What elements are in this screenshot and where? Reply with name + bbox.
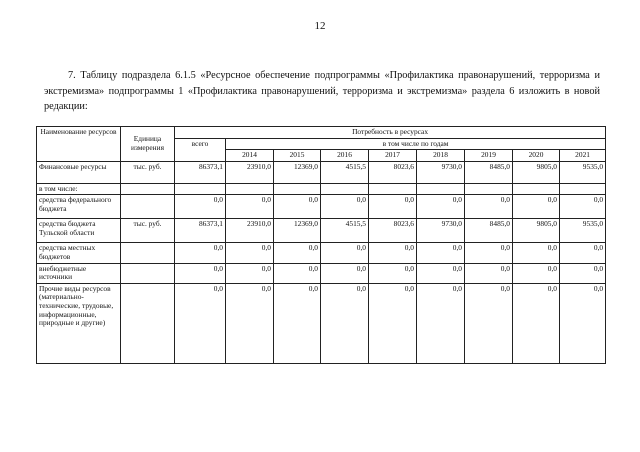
row-name: внебюджетные источники — [37, 263, 121, 283]
header-year-2016: 2016 — [321, 150, 369, 162]
row-unit — [121, 263, 175, 283]
row-value-2017: 0,0 — [369, 195, 417, 219]
row-value-2017 — [369, 183, 417, 195]
row-unit — [121, 243, 175, 263]
row-name: средства федерального бюджета — [37, 195, 121, 219]
header-year-2018: 2018 — [417, 150, 465, 162]
row-total: 0,0 — [175, 243, 226, 263]
header-name: Наименование ресурсов — [37, 127, 121, 162]
header-year-2014: 2014 — [226, 150, 274, 162]
row-value-2016: 0,0 — [321, 243, 369, 263]
row-value-2018 — [417, 183, 465, 195]
row-name: в том числе: — [37, 183, 121, 195]
row-value-2017: 8023,6 — [369, 161, 417, 183]
table-row — [37, 243, 606, 263]
row-value-2021: 0,0 — [560, 263, 606, 283]
row-value-2020: 0,0 — [513, 195, 560, 219]
row-unit — [121, 283, 175, 363]
row-value-2021: 0,0 — [560, 195, 606, 219]
header-unit: Единица измерения — [121, 127, 175, 162]
row-value-2016: 4515,5 — [321, 161, 369, 183]
row-value-2020: 0,0 — [513, 263, 560, 283]
row-name: Финансовые ресурсы — [37, 161, 121, 183]
row-value-2018: 0,0 — [417, 195, 465, 219]
row-total: 86373,1 — [175, 219, 226, 243]
row-value-2020 — [513, 183, 560, 195]
page-number: 12 — [314, 20, 326, 32]
intro-paragraph: 7. Таблицу подраздела 6.1.5 «Ресурсное обеспечение подпрограммы «Профилактика правонарушений, терроризма и экстремизма» подпрограммы 1 «Профилактика правонарушений, терроризма и экстремизма» раздела 6 изложить в новой редакции: — [44, 70, 600, 112]
row-value-2019: 0,0 — [465, 243, 513, 263]
header-year-2020: 2020 — [513, 150, 560, 162]
resources-table — [36, 126, 606, 364]
table-row — [37, 263, 606, 283]
table-row — [37, 183, 606, 195]
row-value-2019: 0,0 — [465, 283, 513, 363]
row-value-2018: 9730,0 — [417, 161, 465, 183]
row-total — [175, 183, 226, 195]
row-value-2014: 0,0 — [226, 263, 274, 283]
row-value-2015: 0,0 — [274, 263, 321, 283]
row-value-2016 — [321, 183, 369, 195]
row-value-2018: 0,0 — [417, 243, 465, 263]
row-name: средства местных бюджетов — [37, 243, 121, 263]
row-total: 0,0 — [175, 283, 226, 363]
row-value-2017: 0,0 — [369, 243, 417, 263]
header-total: всего — [175, 138, 226, 161]
header-year-2015: 2015 — [274, 150, 321, 162]
row-value-2018: 0,0 — [417, 263, 465, 283]
row-value-2020: 0,0 — [513, 283, 560, 363]
row-value-2015: 12369,0 — [274, 161, 321, 183]
row-value-2017: 0,0 — [369, 263, 417, 283]
row-value-2020: 0,0 — [513, 243, 560, 263]
header-year-2017: 2017 — [369, 150, 417, 162]
row-value-2019: 0,0 — [465, 263, 513, 283]
table-row — [37, 283, 606, 363]
row-value-2020: 9805,0 — [513, 161, 560, 183]
row-value-2016: 0,0 — [321, 195, 369, 219]
table-row — [37, 195, 606, 219]
row-value-2021: 9535,0 — [560, 219, 606, 243]
header-row-1 — [37, 127, 606, 139]
row-value-2017: 8023,6 — [369, 219, 417, 243]
header-by-years: в том числе по годам — [226, 138, 606, 150]
header-year-2019: 2019 — [465, 150, 513, 162]
row-value-2021: 0,0 — [560, 243, 606, 263]
row-value-2019: 8485,0 — [465, 161, 513, 183]
row-total: 0,0 — [175, 195, 226, 219]
row-value-2015 — [274, 183, 321, 195]
row-value-2016: 4515,5 — [321, 219, 369, 243]
row-total: 0,0 — [175, 263, 226, 283]
table-row — [37, 219, 606, 243]
row-value-2014: 23910,0 — [226, 161, 274, 183]
row-unit — [121, 195, 175, 219]
row-value-2021 — [560, 183, 606, 195]
row-unit: тыс. руб. — [121, 219, 175, 243]
row-total: 86373,1 — [175, 161, 226, 183]
row-value-2014: 0,0 — [226, 283, 274, 363]
row-value-2014: 0,0 — [226, 243, 274, 263]
row-name: Прочие виды ресурсов (материально-технические, трудовые, информационные, природные и другие) — [37, 283, 121, 363]
row-unit: тыс. руб. — [121, 161, 175, 183]
row-value-2016: 0,0 — [321, 283, 369, 363]
row-value-2021: 9535,0 — [560, 161, 606, 183]
row-value-2015: 0,0 — [274, 243, 321, 263]
row-unit — [121, 183, 175, 195]
row-value-2015: 12369,0 — [274, 219, 321, 243]
row-value-2014: 0,0 — [226, 195, 274, 219]
row-value-2014 — [226, 183, 274, 195]
row-value-2018: 9730,0 — [417, 219, 465, 243]
row-value-2014: 23910,0 — [226, 219, 274, 243]
row-value-2016: 0,0 — [321, 263, 369, 283]
row-value-2015: 0,0 — [274, 283, 321, 363]
row-value-2019: 0,0 — [465, 195, 513, 219]
table-row — [37, 161, 606, 183]
row-value-2019 — [465, 183, 513, 195]
row-value-2018: 0,0 — [417, 283, 465, 363]
row-value-2019: 8485,0 — [465, 219, 513, 243]
row-value-2017: 0,0 — [369, 283, 417, 363]
row-name: средства бюджета Тульской области — [37, 219, 121, 243]
row-value-2015: 0,0 — [274, 195, 321, 219]
row-value-2021: 0,0 — [560, 283, 606, 363]
header-need: Потребность в ресурсах — [175, 127, 606, 139]
row-value-2020: 9805,0 — [513, 219, 560, 243]
header-year-2021: 2021 — [560, 150, 606, 162]
